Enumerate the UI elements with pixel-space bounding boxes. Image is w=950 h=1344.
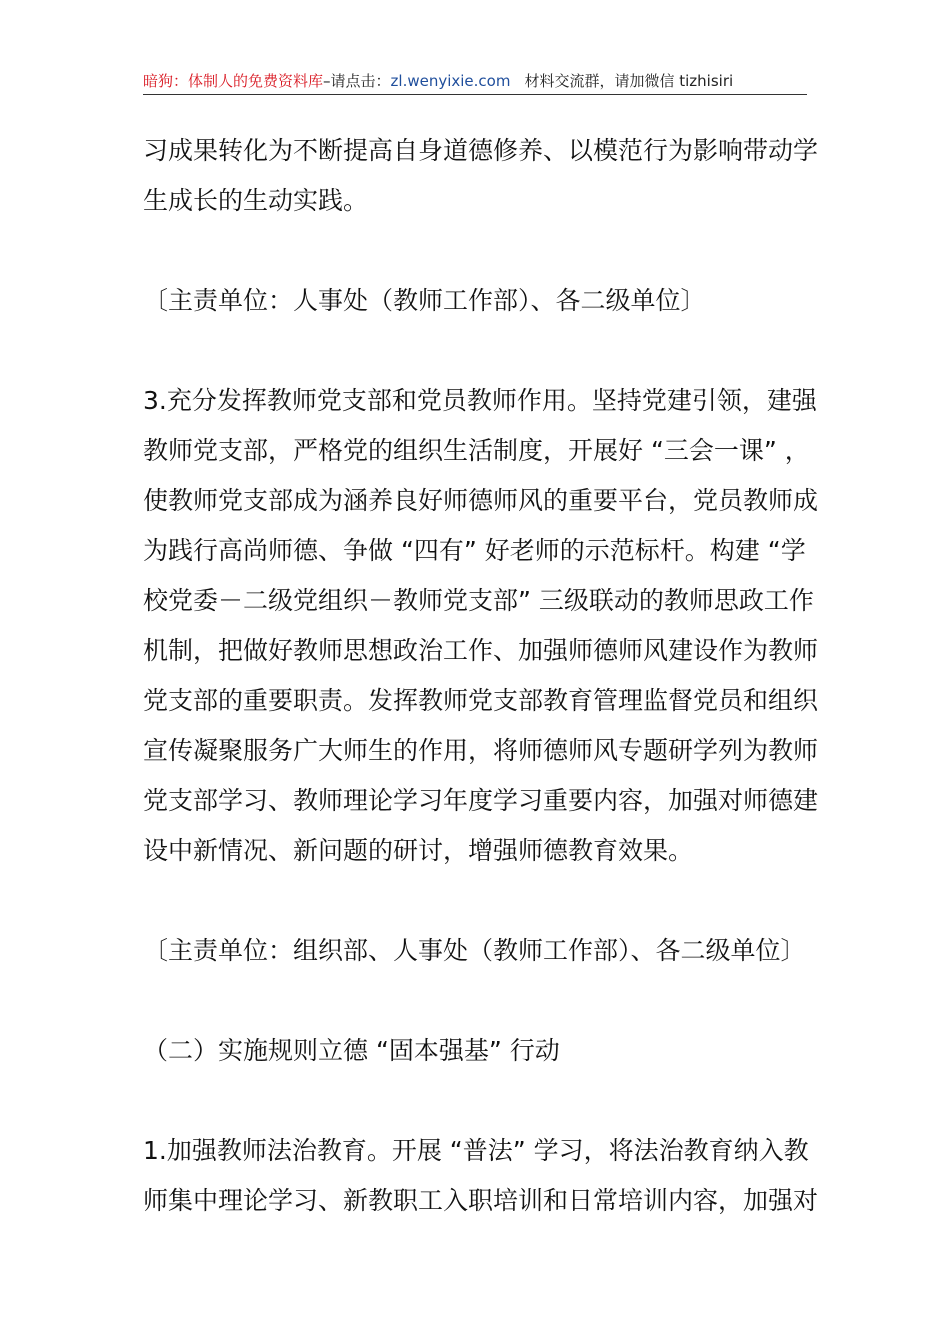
section-heading xyxy=(143,1026,807,1076)
text-line: 使教师党支部成为涵养良好师德师风的重要平台，党员教师成 xyxy=(143,486,819,515)
text-line: 为践行高尚师德、争做 “四有” 好老师的示范标杆。构建 “学 xyxy=(143,536,806,565)
text-line: 宣传凝聚服务广大师生的作用，将师德师风专题研学列为教师 xyxy=(143,736,819,765)
text-line: 设中新情况、新问题的研讨，增强师德教育效果。 xyxy=(143,836,694,865)
text-line: 校党委－二级党组织－教师党支部” 三级联动的教师思政工作 xyxy=(143,586,814,615)
paragraph-continuation xyxy=(143,126,819,226)
paragraph-item-1 xyxy=(143,1126,819,1226)
header-prompt: –请点击： xyxy=(323,72,391,90)
header-site-name: 暗狗：体制人的免费资料库 xyxy=(143,72,324,90)
responsible-unit-note xyxy=(143,926,807,976)
text-line: 习成果转化为不断提高自身道德修养、以模范行为影响带动学 xyxy=(143,136,819,165)
text-line: 党支部的重要职责。发挥教师党支部教育管理监督党员和组织 xyxy=(143,686,819,715)
text-line: 〔主责单位：人事处（教师工作部）、各二级单位〕 xyxy=(143,286,706,315)
text-line: 生成长的生动实践。 xyxy=(143,186,369,215)
header-link[interactable]: zl.wenyixie.com xyxy=(390,72,511,90)
text-line: 3.充分发挥教师党支部和党员教师作用。坚持党建引领，建强 xyxy=(143,386,817,415)
text-line: 教师党支部，严格党的组织生活制度，开展好 “三会一课” ， xyxy=(143,436,810,465)
responsible-unit-note xyxy=(143,276,807,326)
text-line: 师集中理论学习、新教职工入职培训和日常培训内容，加强对 xyxy=(143,1186,819,1215)
text-line: 机制，把做好教师思想政治工作、加强师德师风建设作为教师 xyxy=(143,636,819,665)
text-line: （二）实施规则立德 “固本强基” 行动 xyxy=(143,1036,560,1065)
document-body xyxy=(143,126,819,1226)
page-header xyxy=(143,68,807,95)
header-group-info: 材料交流群，请加微信 tizhisiri xyxy=(524,72,734,90)
text-line: 〔主责单位：组织部、人事处（教师工作部）、各二级单位〕 xyxy=(143,936,806,965)
paragraph-item-3 xyxy=(143,376,819,876)
text-line: 1.加强教师法治教育。开展 “普法” 学习，将法治教育纳入教 xyxy=(143,1136,809,1165)
text-line: 党支部学习、教师理论学习年度学习重要内容，加强对师德建 xyxy=(143,786,819,815)
